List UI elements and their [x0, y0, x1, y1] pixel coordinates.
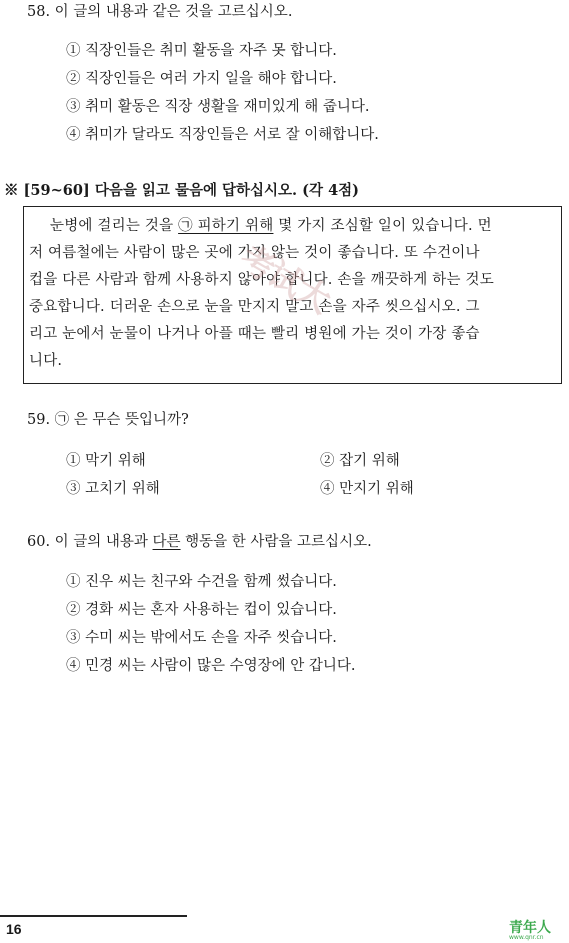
passage-line-4: 중요합니다. 더러운 손으로 눈을 만지지 말고 손을 자주 씻으십시오. 그 — [29, 299, 480, 315]
site-logo: 青年人 — [509, 920, 551, 936]
q59-option-2[interactable]: ② 잡기 위해 — [320, 453, 400, 469]
q60-option-2[interactable]: ② 경화 씨는 혼자 사용하는 컵이 있습니다. — [66, 602, 337, 618]
q58-option-3[interactable]: ③ 취미 활동은 직장 생활을 재미있게 해 줍니다. — [66, 99, 370, 115]
passage-line-2: 저 여름철에는 사람이 많은 곳에 가지 않는 것이 좋습니다. 또 수건이나 — [29, 245, 480, 261]
q59-option-4[interactable]: ④ 만지기 위해 — [320, 481, 414, 497]
q60-option-1[interactable]: ① 진우 씨는 친구와 수건을 함께 썼습니다. — [66, 574, 337, 590]
footer-rule — [0, 915, 187, 917]
q58-option-2[interactable]: ② 직장인들은 여러 가지 일을 해야 합니다. — [66, 71, 337, 87]
q60-option-3[interactable]: ③ 수미 씨는 밖에서도 손을 자주 씻습니다. — [66, 630, 337, 646]
question-60-stem: 60. 이 글의 내용과 다른 행동을 한 사람을 고르십시오. — [27, 534, 372, 550]
question-58-stem: 58. 이 글의 내용과 같은 것을 고르십시오. — [27, 4, 293, 20]
passage-line-3: 컵을 다른 사람과 함께 사용하지 않아야 합니다. 손을 깨끗하게 하는 것도 — [29, 272, 494, 288]
page-number: 16 — [6, 921, 22, 937]
question-59-stem: 59. ㉠ 은 무슨 뜻입니까? — [27, 412, 189, 428]
q60-option-4[interactable]: ④ 민경 씨는 사람이 많은 수영장에 안 갑니다. — [66, 658, 356, 674]
passage-line-5: 리고 눈에서 눈물이 나거나 아플 때는 빨리 병원에 가는 것이 가장 좋습 — [29, 326, 480, 342]
passage-line-6: 니다. — [29, 353, 63, 369]
underlined-word-different: 다른 — [152, 534, 181, 550]
q59-option-1[interactable]: ① 막기 위해 — [66, 453, 146, 469]
underlined-phrase: ㉠ 피하기 위해 — [178, 218, 274, 234]
q59-option-3[interactable]: ③ 고치기 위해 — [66, 481, 160, 497]
q58-option-4[interactable]: ④ 취미가 달라도 직장인들은 서로 잘 이해합니다. — [66, 127, 379, 143]
q58-option-1[interactable]: ① 직장인들은 취미 활동을 자주 못 합니다. — [66, 43, 337, 59]
watermark: 考试大 — [232, 238, 336, 321]
passage-line-1: 눈병에 걸리는 것을 ㉠ 피하기 위해 몇 가지 조심할 일이 있습니다. 먼 — [50, 218, 492, 234]
section-heading: ※ [59~60] 다음을 읽고 물음에 답하십시오. (각 4점) — [4, 182, 360, 199]
site-logo-url: www.qnr.cn — [509, 934, 544, 941]
